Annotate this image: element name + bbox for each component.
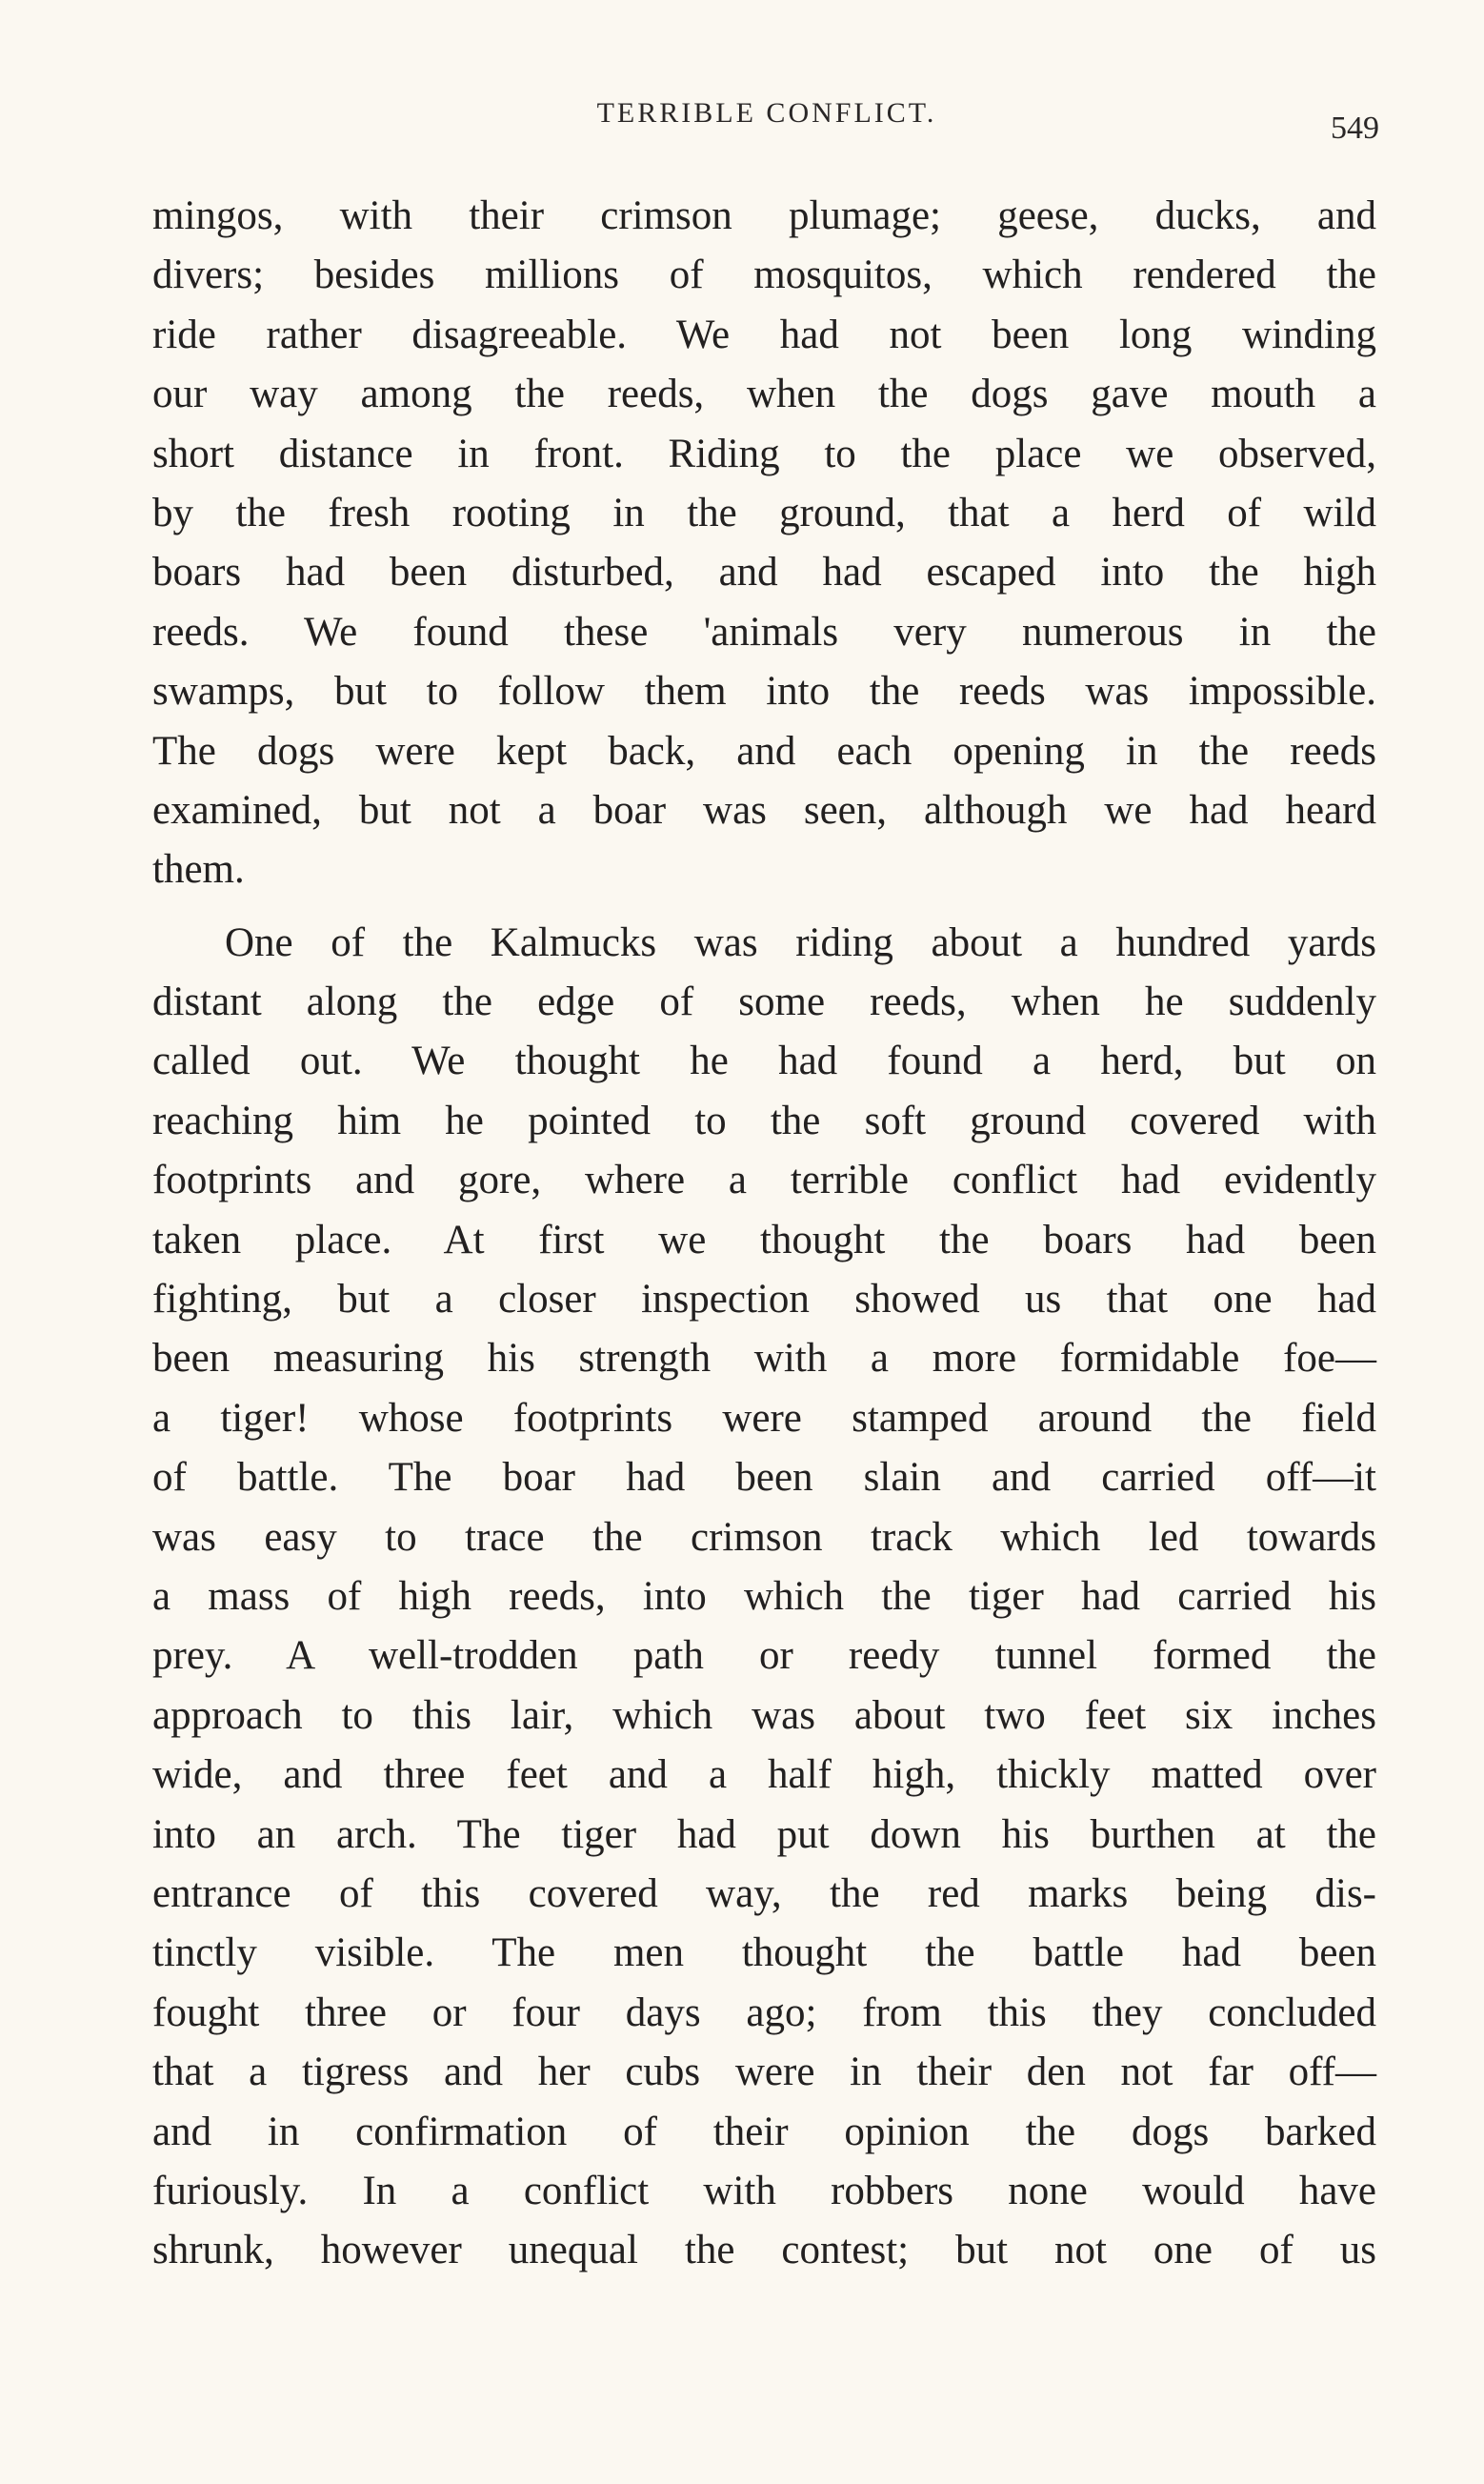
text-line: called out. We thought he had found a herd, but on [152, 1039, 1376, 1084]
page-number: 549 [1331, 111, 1379, 146]
text-line: been measuring his strength with a more formidable foe— [152, 1336, 1376, 1382]
text-line: short distance in front. Riding to the place we observed, [152, 431, 1376, 476]
paragraph-2 [152, 914, 1376, 2281]
text-line: footprints and gore, where a terrible conflict had evidently [152, 1158, 1376, 1203]
text-line: fighting, but a closer inspection showed us that one had [152, 1277, 1376, 1323]
running-title: TERRIBLE CONFLICT. [596, 97, 937, 129]
text-line: boars had been disturbed, and had escaped into the high [152, 550, 1376, 596]
text-line: distant along the edge of some reeds, when he suddenly [152, 979, 1376, 1025]
text-line: divers; besides millions of mosquitos, which rendered the [152, 252, 1376, 298]
text-line: was easy to trace the crimson track which led towards [152, 1514, 1376, 1560]
text-line: entrance of this covered way, the red marks being dis- [152, 1870, 1376, 1916]
text-line: reeds. We found these 'animals very numerous in the [152, 609, 1376, 655]
text-line: tinctly visible. The men thought the battle had been [152, 1930, 1376, 1976]
text-line: of battle. The boar had been slain and carried off—it [152, 1455, 1376, 1501]
text-line: them. [152, 847, 245, 893]
running-head [152, 97, 1381, 154]
text-line: into an arch. The tiger had put down his burthen at the [152, 1811, 1376, 1857]
text-line: that a tigress and her cubs were in their den not far off— [152, 2050, 1376, 2095]
text-line: furiously. In a conflict with robbers none would have [152, 2168, 1376, 2213]
text-line: by the fresh rooting in the ground, that a herd of wild [152, 490, 1376, 535]
text-line: approach to this lair, which was about two feet six inches [152, 1692, 1376, 1738]
body-text [152, 187, 1376, 2281]
text-line: One of the Kalmucks was riding about a hundred yards [225, 919, 1376, 965]
text-line: wide, and three feet and a half high, thickly matted over [152, 1752, 1376, 1798]
text-line: swamps, but to follow them into the reeds was impossible. [152, 669, 1376, 715]
paragraph-spacer [152, 900, 1376, 914]
text-line: prey. A well-trodden path or reedy tunnel formed the [152, 1633, 1376, 1679]
text-line: mingos, with their crimson plumage; geese, ducks, and [152, 193, 1376, 238]
text-line: ride rather disagreeable. We had not been long winding [152, 312, 1376, 357]
text-line: The dogs were kept back, and each opening in the reeds [152, 728, 1376, 774]
text-line: fought three or four days ago; from this they concluded [152, 1989, 1376, 2035]
text-line: examined, but not a boar was seen, although we had heard [152, 787, 1376, 833]
text-line: and in confirmation of their opinion the dogs barked [152, 2109, 1376, 2154]
text-line: a tiger! whose footprints were stamped around the field [152, 1395, 1376, 1441]
text-line: our way among the reeds, when the dogs gave mouth a [152, 372, 1376, 417]
text-line: reaching him he pointed to the soft ground covered with [152, 1098, 1376, 1143]
text-line: shrunk, however unequal the contest; but not one of us [152, 2228, 1376, 2273]
text-line: taken place. At first we thought the boars had been [152, 1217, 1376, 1262]
text-line: a mass of high reeds, into which the tiger had carried his [152, 1573, 1376, 1619]
paragraph-1 [152, 187, 1376, 900]
